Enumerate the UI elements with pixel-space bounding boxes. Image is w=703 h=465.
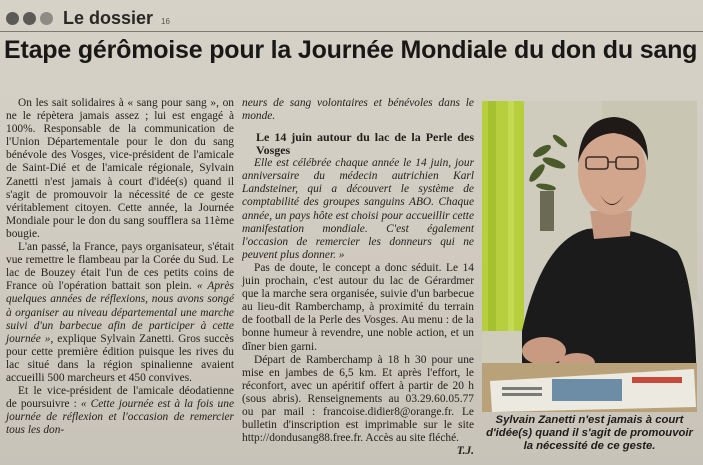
article-column-2 — [242, 97, 474, 458]
article-column-1 — [6, 97, 234, 437]
paragraph: Elle est célébrée chaque année le 14 juin, jour anniversaire du médecin autrichien Karl Landsteiner, qui a découvert le système de comptabilité des groupes sanguins ABO. Chaque année, un pays hôte est choisi pour accueillir cette manifestation mondiale. C'est également l'occasion de remercier les donneurs qui ne peuvent plus donner. » — [242, 157, 474, 261]
section-rubric — [6, 6, 170, 30]
author-signature: T.J. — [456, 445, 474, 458]
paragraph: Départ de Ramberchamp à 18 h 30 pour une mise en jambes de 6,5 km. Et après l'effort, le réconfort, avec un apéritif offert à partir de 20 h (sous abris). Renseignements au 03.29.60.05.77 ou par mail : francoise.didier8@orange.fr. Le bulletin d'inscription est imprimable sur le site http://dondusang88.free.fr. Accès au site fléché. — [242, 353, 474, 445]
header-divider — [0, 31, 703, 32]
paragraph-text: , explique Sylvain Zanetti. Gros succès pour cette première édition puisque les rives du lac situé dans la région spinalienne avaient accueilli 500 marcheurs et 450 convives. — [6, 332, 234, 384]
paragraph: On les sait solidaires à « sang pour sang », on ne le répètera jamais assez ; lui est engagé à 100%. Responsable de la communication de l'Union Départementale pour le don du sang bénévole des Vosges, vice-président de l'amicale de Saint-Dié et de l'amicale régionale, Sylvain Zanetti n'est jamais à court d'idée(s) quand il s'agit de promouvoir la nécessité de ce geste véritablement citoyen. Cette année, la Journée Mondiale pour le don du sang soufflera sa 11ème bougie. — [6, 97, 234, 240]
article-photo — [482, 101, 697, 412]
bullet-dot-icon — [6, 12, 19, 25]
paragraph-text: L'an passé, la France, pays organisateur, s'était vue remettre le flambeau par la Corée du Sud. Le lac de Bouzey était l'un de ces petits coins de France où l'opération battait son plein. — [6, 241, 234, 293]
bullet-dot-icon — [23, 12, 36, 25]
section-label: Le dossier — [63, 7, 154, 28]
photo-caption: Sylvain Zanetti n'est jamais à court d'idée(s) quand il s'agit de promouvoir la nécessité de ce geste. — [486, 414, 693, 452]
page-number: 16 — [161, 16, 170, 26]
paragraph — [6, 241, 234, 385]
portrait-illustration — [482, 101, 697, 412]
quote-text: « Après quelques années de réflexions, nous avons songé à organiser au niveau départemental une marche suivi d'un barbecue afin de participer à cette journée » — [6, 280, 234, 345]
quote-text: « Cette journée est à la fois une journée de réflexion et l'occasion de remercier tous les don- — [6, 398, 234, 437]
paragraph-text: Et le vice-président de l'amicale déodatienne de poursuivre : — [6, 385, 234, 411]
article-headline: Etape gérômoise pour la Journée Mondiale du don du sang — [4, 36, 698, 64]
bullet-dot-icon — [40, 12, 53, 25]
paragraph: Pas de doute, le concept a donc séduit. Le 14 juin prochain, c'est autour du lac de Gérardmer que la marche sera organisée, suivie d'un barbecue au lieu-dit Ramberchamp, à proximité du terrain de football de la Perle des Vosges. Au menu : de la bonne humeur à revendre, une noble action, et un dîner bien garni. — [242, 261, 474, 353]
quote-continuation: neurs de sang volontaires et bénévoles dans le monde. — [242, 97, 474, 123]
paragraph — [6, 385, 234, 437]
subheading: Le 14 juin autour du lac de la Perle des Vosges — [256, 130, 474, 158]
